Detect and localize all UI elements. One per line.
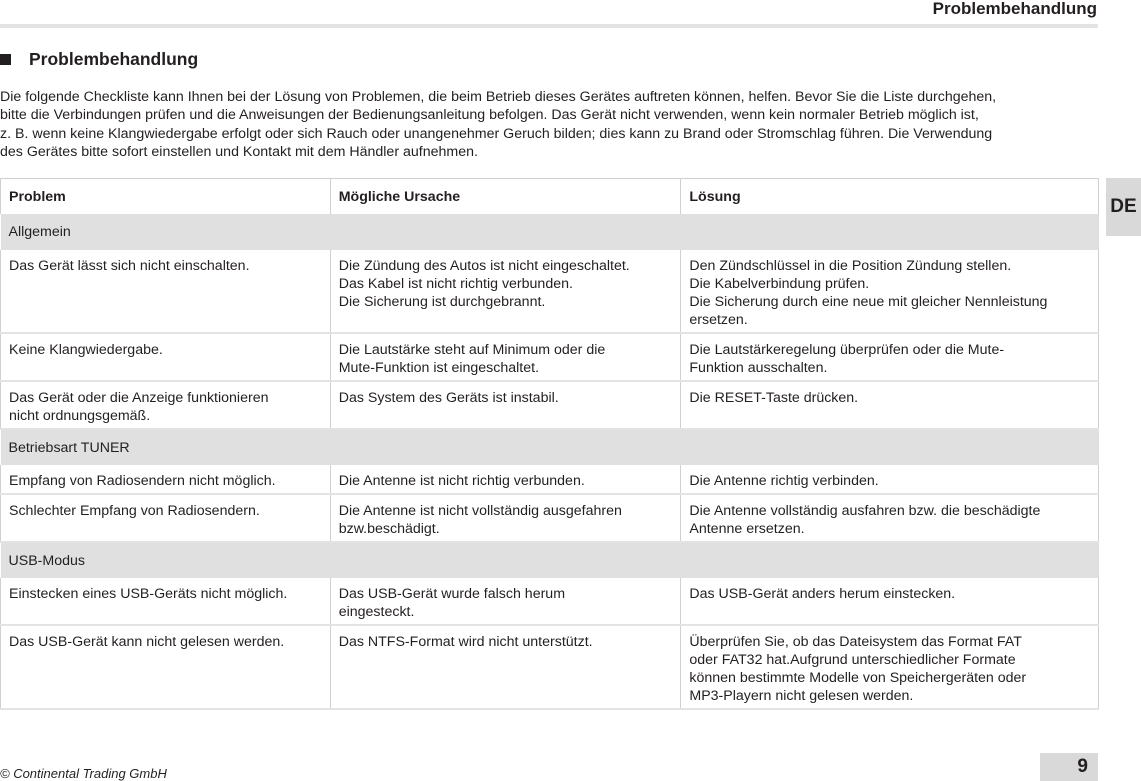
cell-line: Einstecken eines USB-Geräts nicht möglich. [9,585,288,602]
cell-line: Das Gerät oder die Anzeige funktionieren [9,389,269,406]
solution-cell [681,578,1099,625]
cell-line: oder FAT32 hat.Aufgrund unterschiedlicher Formate [689,651,1016,668]
table-header-row [1,179,1099,214]
cell-line: Die Antenne richtig verbinden. [689,472,879,489]
problem-cell [1,578,331,625]
table-row [1,250,1099,333]
cell-line: Die Antenne ist nicht vollständig ausgefahren [338,502,622,519]
solution-cell [681,625,1099,709]
running-header-title: Problembehandlung [932,0,1097,18]
cell-line: Die Sicherung ist durchgebrannt. [338,293,546,310]
cell-line: können bestimmte Modelle von Speichergeräten oder [689,669,1027,686]
table-row [1,381,1099,429]
cell-line: MP3-Playern nicht gelesen werden. [689,687,914,704]
group-title: Allgemein [1,214,1099,250]
solution-cell [681,381,1099,429]
column-header-cause: Mögliche Ursache [330,179,681,214]
problem-cell [1,333,331,381]
square-bullet-icon [0,54,11,65]
cell-line: Antenne ersetzen. [689,520,805,537]
cell-line: Schlechter Empfang von Radiosendern. [9,502,260,519]
problem-cell [1,381,331,429]
cell-line: Mute-Funktion ist eingeschaltet. [338,359,540,376]
table-row [1,333,1099,381]
cell-line: Das Kabel ist nicht richtig verbunden. [338,275,573,292]
solution-cell [681,250,1099,333]
problem-cell [1,494,331,542]
solution-cell [681,465,1099,494]
cell-line: bzw.beschädigt. [338,520,440,537]
cause-cell [330,333,681,381]
table-row [1,494,1099,542]
cause-cell [330,625,681,709]
cell-line: Die Lautstärke steht auf Minimum oder die [338,341,606,358]
cause-cell [330,250,681,333]
cell-line: Das NTFS-Format wird nicht unterstützt. [338,633,593,650]
problem-cell [1,465,331,494]
cell-line: Das USB-Gerät kann nicht gelesen werden. [9,633,285,650]
cell-line: ersetzen. [689,311,748,328]
cell-line: Die Zündung des Autos ist nicht eingeschaltet. [338,257,630,274]
table-group-row [1,214,1099,250]
solution-cell [681,494,1099,542]
page-number: 9 [1040,753,1098,781]
section-title: Problembehandlung [29,48,199,69]
cause-cell [330,578,681,625]
cell-line: Die Antenne ist nicht richtig verbunden. [338,472,585,489]
cell-line: Die Antenne vollständig ausfahren bzw. die beschädigte [689,502,1041,519]
intro-line: z. B. wenn keine Klangwiedergabe erfolgt oder sich Rauch oder unangenehmer Geruch bilden; dies kann zu Brand oder Stromschlag führen. Die Verwendung [0,125,993,142]
section-heading [0,48,198,70]
column-header-problem: Problem [1,179,331,214]
cell-line: Die Sicherung durch eine neue mit gleicher Nennleistung [689,293,1048,310]
header-rule [0,24,1098,28]
problem-cell [1,625,331,709]
cell-line: Das Gerät lässt sich nicht einschalten. [9,257,250,274]
table-row [1,625,1099,709]
cell-line: Den Zündschlüssel in die Position Zündung stellen. [689,257,1012,274]
cell-line: Empfang von Radiosendern nicht möglich. [9,472,276,489]
column-header-solution: Lösung [681,179,1099,214]
cell-line: nicht ordnungsgemäß. [9,407,151,424]
cell-line: Die RESET-Taste drücken. [689,389,859,406]
cell-line: Die Lautstärkeregelung überprüfen oder die Mute- [689,341,1005,358]
cell-line: eingesteckt. [338,603,415,620]
cell-line: Keine Klangwiedergabe. [9,341,163,358]
intro-line: Die folgende Checkliste kann Ihnen bei der Lösung von Problemen, die beim Betrieb dieses Gerätes auftreten können, helfen. Bevor Sie die Liste durchgehen, [0,89,997,105]
troubleshooting-table [0,178,1099,710]
cause-cell [330,494,681,542]
group-title: USB-Modus [1,542,1099,578]
copyright-footer: © Continental Trading GmbH [0,766,167,781]
language-tab: DE [1106,178,1141,236]
table-group-row [1,429,1099,465]
cell-line: Die Kabelverbindung prüfen. [689,275,870,292]
group-title: Betriebsart TUNER [1,429,1099,465]
cell-line: Das USB-Gerät wurde falsch herum [338,585,566,602]
solution-cell [681,333,1099,381]
cell-line: Das USB-Gerät anders herum einstecken. [689,585,956,602]
cell-line: Das System des Geräts ist instabil. [338,389,559,406]
problem-cell [1,250,331,333]
intro-line: bitte die Verbindungen prüfen und die Anweisungen der Bedienungsanleitung befolgen. Das Gerät nicht verwenden, wenn kein normaler Betrieb möglich ist, [0,107,979,124]
cell-line: Funktion ausschalten. [689,359,828,376]
intro-paragraph [0,88,1100,161]
cell-line: Überprüfen Sie, ob das Dateisystem das Format FAT [689,633,1022,650]
cause-cell [330,381,681,429]
intro-line: des Gerätes bitte sofort einstellen und Kontakt mit dem Händler aufnehmen. [0,143,478,160]
table-row [1,465,1099,494]
table-row [1,578,1099,625]
table-group-row [1,542,1099,578]
cause-cell [330,465,681,494]
